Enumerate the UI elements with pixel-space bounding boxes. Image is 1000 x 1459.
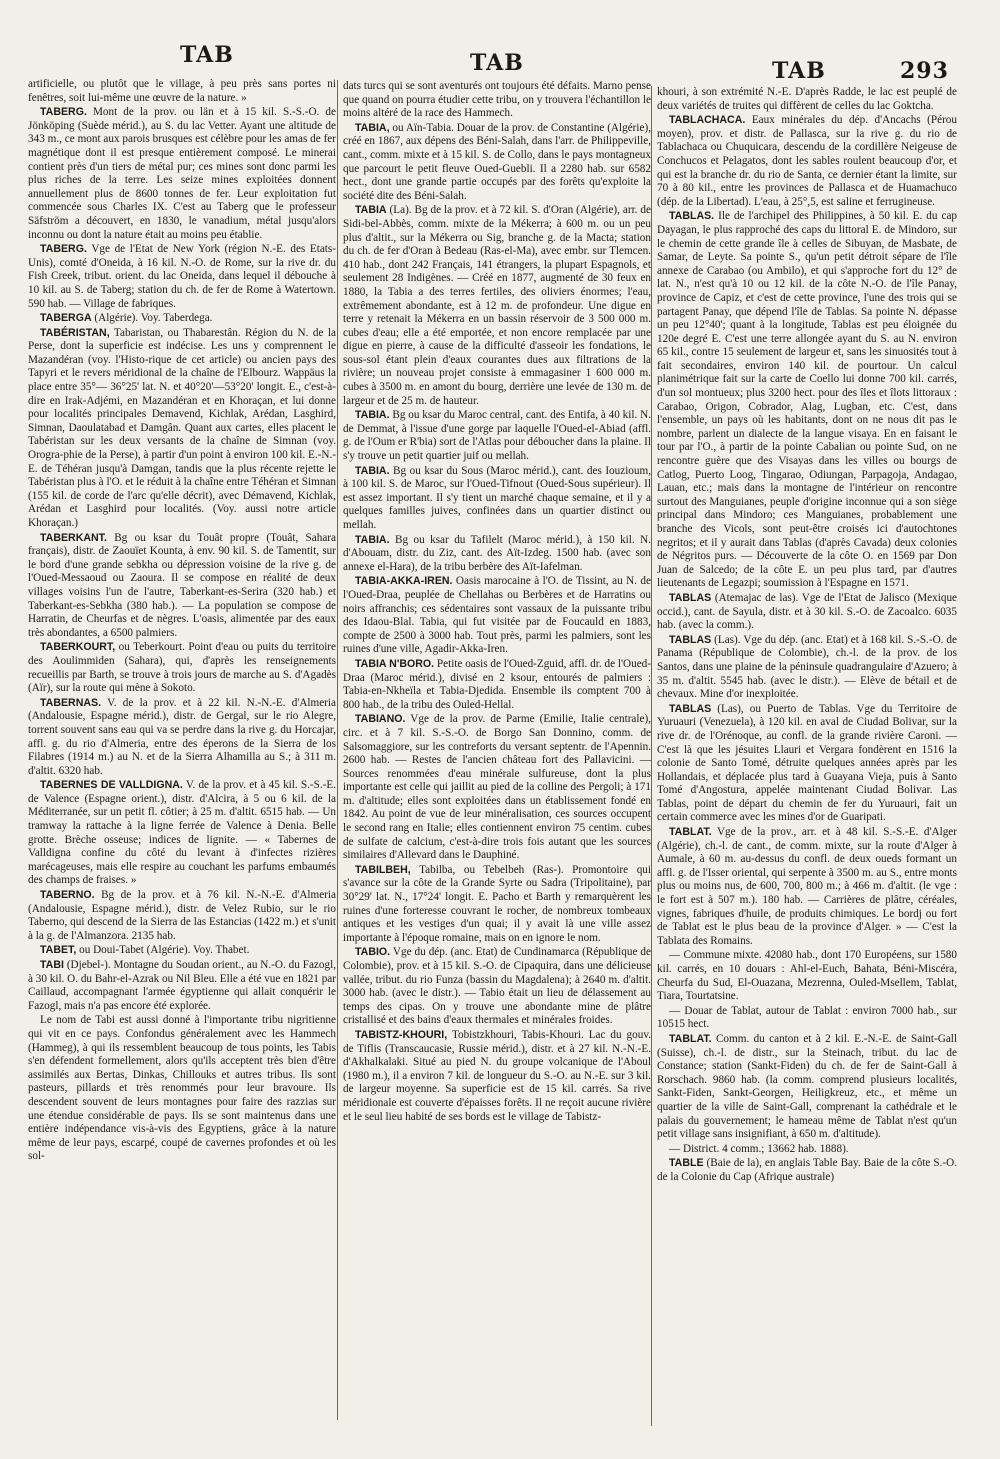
- entry-headword: TABLAT.: [669, 826, 712, 839]
- entry-headword: TABI: [40, 959, 64, 971]
- dictionary-entry: [28, 312, 336, 326]
- entry-text: Bg ou ksar du Touât propre (Touât, Sahara français), distr. de Zaouïet Kounta, à env. 90 kil. S. de Tamentit, sur le bord d'une grande sebkha ou dépression voisine de la rive g. de l'Oued-Messaoud ou Zaoura. Il se compose en réalité de deux villages voisins l'un de l'autre, Taberkant-es-Serira (320 hab.) et Taberkant-es-Sebkha (380 hab.). — La population se compose de Harratin, de Cheurfas et de nègres. L'oasis, alimentée par des eaux très abondantes, a 6500 palmiers.: [28, 531, 336, 639]
- dictionary-entry: [28, 697, 336, 779]
- entry-text: Bg de la prov. et à 76 kil. N.-N.-E. d'Almeria (Andalousie, Espagne mérid.), distr. de Velez Rubio, sur le rio Taberno, qui descend de la Sierra de las Estancias (1422 m.) et s'unit à la g. de l'Almanzora. 2135 hab.: [28, 889, 336, 942]
- entry-headword: TABIA: [355, 204, 387, 217]
- dictionary-entry: [657, 703, 957, 825]
- entry-headword: TABERKANT.: [40, 531, 107, 544]
- entry-headword: TABERG.: [40, 243, 87, 256]
- entry-text: (Las), ou Puerto de Tablas. Vge du Territoire de Yuruauri (Venezuela), à 120 kil. en aval de Ciudad Bolivar, sur la rive dr. de l'Orénoque, au confl. de la grande rivière Caroni. — C'est là que les jésuites Llauri et Vergara fondèrent en 1516 la colonie de Santo Tomé, détruite quelques années après par les Hollandais, et déplacée plus tard à Guayana Vieja, puis à Santo Tomé d'Angostura, appelée maintenant Ciudad Bolivar. Las Tablas, point de départ du chemin de fer du Yuruauri, fait un certain commerce avec les mines d'or de Guaripati.: [657, 702, 957, 824]
- dictionary-entry: [28, 243, 336, 311]
- column-divider: [337, 80, 338, 1420]
- entry-headword: TABIA N'BORO.: [355, 657, 435, 670]
- entry-text: (Djebel-). Montagne du Soudan orient., au N.-O. du Fazogl, à 30 kil. O. du Bahr-el-Azrak ou Nil Bleu. Elle a été vue en 1821 par Caillaud, accompagnant l'armée égyptienne qui allait conquérir le Fazogl, mais n'a pas encore été explorée.: [28, 959, 336, 1012]
- dictionary-entry: [343, 1029, 651, 1124]
- entry-headword: TABLAS: [669, 591, 712, 604]
- dictionary-entry: [343, 946, 651, 1028]
- entry-text: Vge du dép. (anc. Etat) de Cundinamarca (République de Colombie), prov. et à 15 kil. S.-O. de Cipaquira, dans une délicieuse vallée, tribut. du rio Funza (bassin du Magdalena); à 2640 m. d'altit. 3000 hab. (avec le distr.). — Tabio était un lieu de délassement au temps des cipas. On y trouve une abondante mine de plâtre cristallisé et des bains d'eaux thermales et minérales froides.: [343, 946, 651, 1027]
- entry-text: (Las). Vge du dép. (anc. Etat) et à 168 kil. S.-S.-O. de Panama (République de Colombie), ch.-l. de la prov. de los Santos, dans une plaine de la péninsule quadrangulaire d'Azuero; à 35 m. d'altit. 5545 hab. (avec le distr.). — Elève de bétail et de chevaux. Mine d'or inexploitée.: [657, 633, 957, 701]
- header-right: TAB: [772, 58, 826, 84]
- entry-text: — District. 4 comm.; 13662 hab. 1888).: [669, 1142, 849, 1155]
- entry-headword: TABILBEH,: [355, 863, 411, 876]
- entry-text: Comm. du canton et à 2 kil. E.-N.-E. de Saint-Gall (Suisse), ch.-l. de distr., sur la Steinach, tribut. du lac de Constance; station (Sankt-Fiden) du ch. de fer de Saint-Gall à Rorschach. 9860 hab. (la comm. comprend plusieurs localités, Sankt-Fiden, Sankt-Georgen, Heiligkreuz, etc., et même un quartier de la ville de Saint-Gall, comprenant la cathédrale et le palais du gouvernement; le hameau même de Tablat n'est qu'un petit village sans insignifiant, à 650 m. d'altitude).: [657, 1032, 957, 1141]
- dictionary-entry: [28, 1014, 336, 1164]
- dictionary-entry: [343, 409, 651, 463]
- entry-text: — Commune mixte. 42080 hab., dont 170 Européens, sur 1580 kil. carrés, en 10 douars : Ahl-el-Euch, Bahata, Béni-Miscéra, Cheurfa du Sud, El-Ouazana, Mezrenna, Ouled-Msellem, Tablat, Tiara, Tourtatsine.: [657, 949, 957, 1003]
- entry-text: Eaux minérales du dép. d'Ancachs (Pérou moyen), prov. et distr. de Pallasca, sur la rive g. du rio de Tablachaca ou Chuquicara, descendu de la cordillère Neigeuse de Conchucos et Pelagatos, dont les sables roulent beaucoup d'or, et qui est la branche dr. du rio de Santa, ce dernier étant la limite, sur 70 à 80 kil., entre les provinces de Pallasca et de Huamachuco (dép. de la Libertad). L'eau, à 25°,5, est saline et ferrugineuse.: [657, 114, 957, 208]
- column-1: [28, 78, 336, 1448]
- entry-headword: TABISTZ-KHOURI,: [355, 1028, 448, 1041]
- entry-text: khouri, à son extrémité N.-E. D'après Radde, le lac est peuplé de deux variétés de truites qui diffèrent de celles du lac Goktcha.: [657, 86, 957, 112]
- entry-headword: TABERKOURT,: [40, 641, 116, 654]
- entry-text: (Algérie). Voy. Taberdega.: [91, 312, 213, 325]
- dictionary-entry: [657, 634, 957, 702]
- entry-text: Tabaristan, ou Thabarestân. Région du N. de la Perse, dont la superficie est indécise. Les uns y comprennent le Mazandéran (voy. l'Histo-rique de cet article) ou ancien pays des Tapyri et le revers méridional de la chaîne de l'Elbourz. Wappäus la place entre 35°— 36°25' lat. N. et 40°20'—53°20' longit. E., c'est-à-dire en Irak-Adjémi, en Mazandéran et en Khoraçan, et lui donne pour localités principales Demavend, Kichlak, Arédan, Lasghird, Simnan, Daoulatabad et Damgân. Quant aux cartes, elles placent le Tabéristan sur les deux versants de la chaîne de Simnan (voy. Orogra-phie de la Perse), à partir d'un point à environ 100 kil. E.-N.-E. de Téhéran jusqu'à Damgan, tandis que la plus récente rejette le Tabéristan plus à l'O. et le réduit à la chaîne entre Téhéran et Simnan (155 kil. de corde de l'arc qu'elle décrit), avec Démavend, Kichlak, Arédan et Lasghird pour localités. (Voy. aussi notre article Khoraçan.): [28, 326, 336, 529]
- dictionary-entry: [657, 1157, 957, 1184]
- dictionary-entry: [28, 641, 336, 695]
- dictionary-entry: [657, 210, 957, 591]
- dictionary-entry: [343, 465, 651, 533]
- entry-text: Tabilba, ou Tebelbeh (Ras-). Promontoire qui s'avance sur la côte de la Grande Syrte ou Sadra (Tripolitaine), par 30°29' lat. N., 17°24' longit. E. Pacho et Barth y remarquèrent les ruines d'une forteresse couvrant le rocher, de nombreux tombeaux antiques et les vestiges d'un quai; il y avait là une ville assez importante à l'époque romaine, mais on en ignore le nom.: [343, 863, 651, 944]
- dictionary-entry: [28, 106, 336, 242]
- entry-headword: TABÉRISTAN,: [40, 326, 110, 339]
- entry-text: (Baie de la), en anglais Table Bay. Baie de la côte S.-O. de la Colonie du Cap (Afrique australe): [657, 1157, 957, 1183]
- page-number: 293: [900, 58, 949, 84]
- column-divider: [651, 86, 652, 1426]
- entry-text: artificielle, ou plutôt que le village, à peu près sans portes ni fenêtres, soit lui-même une œuvre de la nature. »: [28, 78, 336, 104]
- dictionary-entry: [657, 1033, 957, 1142]
- entry-text: ou Aïn-Tabia. Douar de la prov. de Constantine (Algérie), créé en 1867, aux dépens des Béni-Salah, dans l'arr. de Philippeville, cant., comm. mixte et à 15 kil. S. de Collo, dans le pays montagneux que parcourt le petit fleuve Oued-Guebli. Il a 2280 hab. sur 6582 hect., dont une grande partie occupés par des forêts qu'exploite la société dite des Béni-Salah.: [343, 121, 651, 202]
- entry-text: Ile de l'archipel des Philippines, à 50 kil. E. du cap Dayagan, le plus rapproché des caps du littoral E. de Mindoro, sur le chemin de cette grande île à celles de Sibuyan, de Masbate, de Samar, de Leyte. Sa pointe S., qu'un petit détroit sépare de l'île annexe de Carabao (ou Ambilo), et qui s'approche fort du 12° de lat. N., n'est qu'à 10 ou 12 kil. de la côte N.-O. de l'île Panay, province de Capiz, et c'est de cette province, l'une des trois qui se partagent Panay, que dépend l'île de Tablas. Sa pointe N. dépasse un peu 12°40'; quant à la longitude, Tablas est peu éloignée du 120e degré E. C'est une terre allongée ayant du S. au N. environ 65 kil., contre 15 seulement de largeur et, sans les sinuosités tout à fait secondaires, environ 140 kil. de pourtour. Un calcul planimétrique fait sur la carte de Coello lui donne 700 kil. carrés, d'un sol montueux; plus 3200 hect. pour des îles et îlots littoraux : Carabao, Origon, Cobrador, Alag, Lugban, etc. C'est, dans l'ensemble, un pays où les habitants, dont on ne nous dit pas le nombre, parlent un dialecte de la langue visaya. En en faisant le tour par l'O., à partir de la pointe Cabalian ou pointe Sud, on ne rencontre guère que des Visayas dans les villes ou bourgs de Catlog, Puerto Loog, Tingarao, Odiungan, Parpagoja, Andagao, Lauan, etc.; mais dans la montagne de l'intérieur on rencontre surtout des Manguianes, peuple d'origine inconnue qui a son siège principal dans Mindoro; ces Manguianes, probablement une branche des Vicols, sont peut-être croisés ici d'autochtones negritos; et il y aurait dans Tablas (d'après Cavada) deux colonies de Négritos purs. — Découverte de la côte O. en 1569 par Don Juan de Salcedo; de la côte E. un peu plus tard, par d'autres lieutenants de Legazpi; soumission à l'Espagne en 1571.: [657, 210, 957, 590]
- header-center: TAB: [470, 50, 524, 76]
- entry-headword: TABIA.: [355, 464, 390, 477]
- header-left: TAB: [180, 42, 234, 68]
- entry-headword: TABERGA: [40, 312, 92, 325]
- entry-headword: TABIA-AKKA-IREN.: [355, 575, 453, 588]
- dictionary-entry: [657, 826, 957, 948]
- dictionary-entry: [343, 204, 651, 408]
- entry-text: Tobistzkhouri, Tabis-Khouri. Lac du gouv. de Tiflis (Transcaucasie, Russie mérid.), distr. et à 27 kil. N.-N.-E. d'Akhalkalaki. Situé au pied N. du groupe volcanique de l'Aboul (1980 m.), il a environ 7 kil. de longueur du S.-O. au N.-E. sur 3 kil. de largeur moyenne. Sa superficie est de 15 kil. carrés. Sa rive méridionale est couverte d'épaisses forêts. Il ne reçoit aucune rivière et le seul lieu habité de ses bords est le village de Tabistz-: [343, 1028, 651, 1123]
- dictionary-entry: [657, 1143, 957, 1157]
- entry-text: Bg ou ksar du Maroc central, cant. des Entifa, à 40 kil. N. de Demmat, à l'issue d'une gorge par laquelle l'Oued-el-Abiad (affl. g. de l'Oum er R'bia) sort de l'Atlas pour déboucher dans la plaine. Il s'y trouve un petit quartier juif ou mellah.: [343, 409, 651, 463]
- entry-headword: TABIO.: [355, 946, 391, 959]
- entry-headword: TABLAS: [669, 633, 712, 646]
- entry-headword: TABLAS.: [669, 210, 715, 223]
- dictionary-entry: [28, 532, 336, 641]
- dictionary-entry: [343, 658, 651, 712]
- entry-headword: TABERNO.: [40, 889, 95, 902]
- dictionary-entry: [343, 80, 651, 121]
- dictionary-entry: [28, 779, 336, 888]
- entry-headword: TABERNES DE VALLDIGNA.: [40, 779, 183, 792]
- entry-text: ou Teberkourt. Point d'eau ou puits du territoire des Aoulimmiden (Sahara), qui, d'après les renseignements recueillis par Barth, se trouve à trois jours de marche au S. d'Agadès (Aïr), sur la route qui mène à Sokoto.: [28, 641, 336, 695]
- dictionary-entry: [343, 534, 651, 575]
- entry-text: dats turcs qui se sont aventurés ont toujours été défaits. Marno pense que quand on pourra étudier cette tribu, on y trouvera l'échantillon le moins altéré de la race des Hammech.: [343, 80, 651, 120]
- column-3: [657, 86, 957, 1426]
- entry-text: — Douar de Tablat, autour de Tablat : environ 7000 hab., sur 10515 hect.: [657, 1004, 957, 1031]
- entry-text: (Atemajac de las). Vge de l'Etat de Jalisco (Mexique occid.), cant. de Sayula, distr. et à 30 kil. S.-O. de Zacoalco. 6035 hab. (avec la comm.).: [657, 591, 957, 632]
- dictionary-entry: [657, 1005, 957, 1032]
- dictionary-entry: [657, 86, 957, 113]
- entry-headword: TABLAS: [669, 702, 712, 715]
- dictionary-entry: [343, 122, 651, 204]
- entry-text: V. de la prov. et à 45 kil. S.-S.-E. de Valence (Espagne orient.), distr. d'Alcira, à 5 ou 6 kil. de la Méditerranée, sur un petit fl. côtier; à 25 m. d'altit. 6515 hab. — Un tramway la rattache à la ligne ferrée de Valence à Denia. Belle grotte. Brèche osseuse; indices de lignite. — « Tabernes de Valldigna confine du côté du levant à d'infectes rizières marécageuses, mais elle respire au couchant les parfums embaumés des champs de fraises. »: [28, 779, 336, 887]
- dictionary-entry: [657, 592, 957, 633]
- column-2: [343, 80, 651, 1430]
- entry-text: Vge de la prov., arr. et à 48 kil. S.-S.-E. d'Alger (Algérie), ch.-l. de cant., de comm. mixte, sur la route d'Alger à Aumale, à 60 m. au-dessus du confl. de deux oueds formant un affl. g. de l'Isser oriental, qui serpente à 3500 m. au S., entre monts plus ou moins nus, de 600, 700, 800 m.; à 466 m. d'altit. (le vge : le fort est à 507 m.). 180 hab. — Carrières de plâtre, céréales, vignes, fabriques d'huile, de produits chimiques. Le bordj ou fort de Tablat est le plus beau de la province d'Alger. » — C'est la Tablata des Romains.: [657, 826, 957, 947]
- entry-headword: TABLAT.: [669, 1032, 712, 1045]
- dictionary-entry: [657, 949, 957, 1003]
- dictionary-entry: [28, 889, 336, 943]
- dictionary-entry: [28, 327, 336, 531]
- entry-text: V. de la prov. et à 22 kil. N.-N.-E. d'Almeria (Andalousie, Espagne mérid.), distr. de Gergal, sur le rio Alegre, torrent souvent sans eau qui va se perdre dans la rive g. du Horcajar, affl. g. du rio d'Almeria, entre des éperons de la Sierra de los Filabres (1914 m.) au N. et de la Sierra Alhamilla au S.; à 311 m. d'altit. 6320 hab.: [28, 696, 336, 777]
- entry-text: Vge de la prov. de Parme (Emilie, Italie centrale), circ. et à 7 kil. S.-S.-O. de Borgo San Donnino, comm. de Salsomaggiore, sur les contreforts du versant septentr. de l'Apennin. 2600 hab. — Restes de l'ancien château fort des Pallavicini. — Sources renommées d'eau minérale sulfureuse, dont la plus importante est celle qui jaillit au pied de la colline des Pergoli; à 171 m. d'altitude; elles sont exploitées dans un établissement fondé en 1842. Au point de vue de leur minéralisation, ces sources occupent le second rang en Italie; elles contiennent environ 75 centim. cubes de sulfate de calcium, c'est-à-dire trois fois autant que les sources similaires d'Allevard dans le Dauphiné.: [343, 713, 651, 862]
- dictionary-entry: [343, 575, 651, 657]
- entry-text: Bg ou ksar du Sous (Maroc mérid.), cant. des Iouzioum, à 100 kil. S. de Maroc, sur l'Oued-Tifnout (Oued-Sous supérieur). Il est assez important. Il s'y tient un marché chaque semaine, et il y a quelques familles juives, confinées dans un quartier distinct ou mellah.: [343, 464, 651, 531]
- dictionary-entry: [28, 78, 336, 105]
- dictionary-entry: [343, 864, 651, 946]
- entry-headword: TABIA.: [355, 409, 390, 422]
- entry-headword: TABERG.: [40, 106, 87, 119]
- entry-headword: TABLE: [669, 1157, 704, 1170]
- entry-text: Mont de la prov. ou län et à 15 kil. S.-S.-O. de Jönköping (Suède mérid.), au S. du lac Vetter. Ayant une altitude de 343 m., ce mont aux parois brusques est célèbre pour les amas de fer magnétique dont il est presque entièrement composé. Le minerai contient près d'un tiers de métal pur; ces mines sont donc parmi les plus riches de la terre. Les seize mines exploitées donnent annuellement plus de 8600 tonnes de fer. Leur exploitation fut commencée sous Charles IX. C'est au Taberg que le professeur Säfström a découvert, en 1830, le vanadium, métal jusqu'alors inconnu ou dont la nature était au moins peu établie.: [28, 106, 336, 241]
- entry-text: ou Doui-Tabet (Algérie). Voy. Thabet.: [76, 944, 250, 957]
- dictionary-entry: [343, 713, 651, 863]
- entry-headword: TABERNAS.: [40, 696, 102, 709]
- entry-headword: TABIA.: [355, 533, 390, 546]
- dictionary-entry: [657, 114, 957, 209]
- dictionary-entry: [28, 944, 336, 958]
- entry-text: Oasis marocaine à l'O. de Tissint, au N. de l'Oued-Draa, peuplée de Chellahas ou Berbères et de Harratins ou noirs affranchis; ces sédentaires sont vassaux de la puissante tribu des Idaou-Blal. Tabia, qui fut visitée par de Foucauld en 1883, compte de 2500 à 3000 hab. Tout près, parmi les palmiers, sont les ruines d'une ville, Agadir-Akka-Iren.: [343, 575, 651, 656]
- dictionary-entry: [28, 959, 336, 1013]
- entry-text: (La). Bg de la prov. et à 72 kil. S. d'Oran (Algérie), arr. de Sidi-bel-Abbès, comm. mixte de la Mékerra; à 600 m. ou un peu plus d'altit., sur la Mékerra ou Sig, branche g. de la Macta; station du ch. de fer d'Oran à Bedeau (Ras-el-Ma), avec embr. sur Tlemcen. 410 hab., dont 242 Français, 141 étrangers, la plupart Espagnols, et seulement 28 Indigènes. — Créé en 1877, augmenté de 30 feux en 1880, la Tabia a des terres fertiles, des oliviers énormes; l'eau, extrêmement abondante, est à 12 m. de profondeur. Une digue en terre y retenait la Mékerra en un bassin réservoir de 3 500 000 m. cubes d'eau; elle a été emportée, et non encore remplacée par une digue en pierre, à cause de la difficulté d'asseoir les fondations, le sous-sol étant plein d'eaux courantes dues aux filtrations de la rivière; un nouveau projet consiste à emmagasiner 1 600 000 m. cubes à 3500 m. en amont du bourg, derrière une levée de 130 m. de largeur et de 25 m. de hauteur.: [343, 204, 651, 407]
- entry-text: Petite oasis de l'Oued-Zguid, affl. dr. de l'Oued-Draa (Maroc mérid.), divisé en 2 ksour, entourés de palmiers : Tabia-en-Nkheïla et Tabia-Djedida. Ensemble ils comptent 700 à 800 hab., de la tribu des Ouled-Hellal.: [343, 657, 651, 711]
- entry-headword: TABET,: [40, 944, 77, 957]
- entry-text: Le nom de Tabi est aussi donné à l'importante tribu nigritienne qui vit en ce pays. Confondus généralement avec les Hammech (Hammeg), à qui ils ressemblent beaucoup de tous points, les Tabis s'en défendent formellement, alors qu'ils acceptent très bien d'être assimilés aux Bertas, Dinkas, Chillouks et autres tribus. Ils sont pasteurs, pillards et très renommés pour leur bravoure. Ils descendent souvent de leurs montagnes pour faire des razzias sur une étendue considérable de pays. Ils se sont maintenus dans une entière indépendance vis-à-vis des Egyptiens, grâce à la nature même de leur pays, escarpé, coupé de cavernes profondes et où les sol-: [28, 1014, 336, 1163]
- entry-headword: TABIA,: [355, 121, 390, 134]
- entry-text: Bg ou ksar du Tafilelt (Maroc mérid.), à 150 kil. N. d'Abouam, distr. du Ziz, cant. des Aït-Izdeg. 1500 hab. (avec son annexe el-Hara), de la tribu berbère des Aït-Iafelman.: [343, 533, 651, 573]
- entry-text: Vge de l'Etat de New York (région N.-E. des Etats-Unis), comté d'Oneida, à 16 kil. N.-O. de Rome, sur la rive dr. du Fish Creek, tribut. orient. du lac Oneida, dans lequel il débouche à 10 kil. au S. de Taberg; station du ch. de fer de Rome à Watertown. 590 hab. — Village de fabriques.: [28, 243, 336, 310]
- entry-headword: TABIANO.: [355, 713, 406, 726]
- entry-headword: TABLACHACA.: [669, 114, 746, 127]
